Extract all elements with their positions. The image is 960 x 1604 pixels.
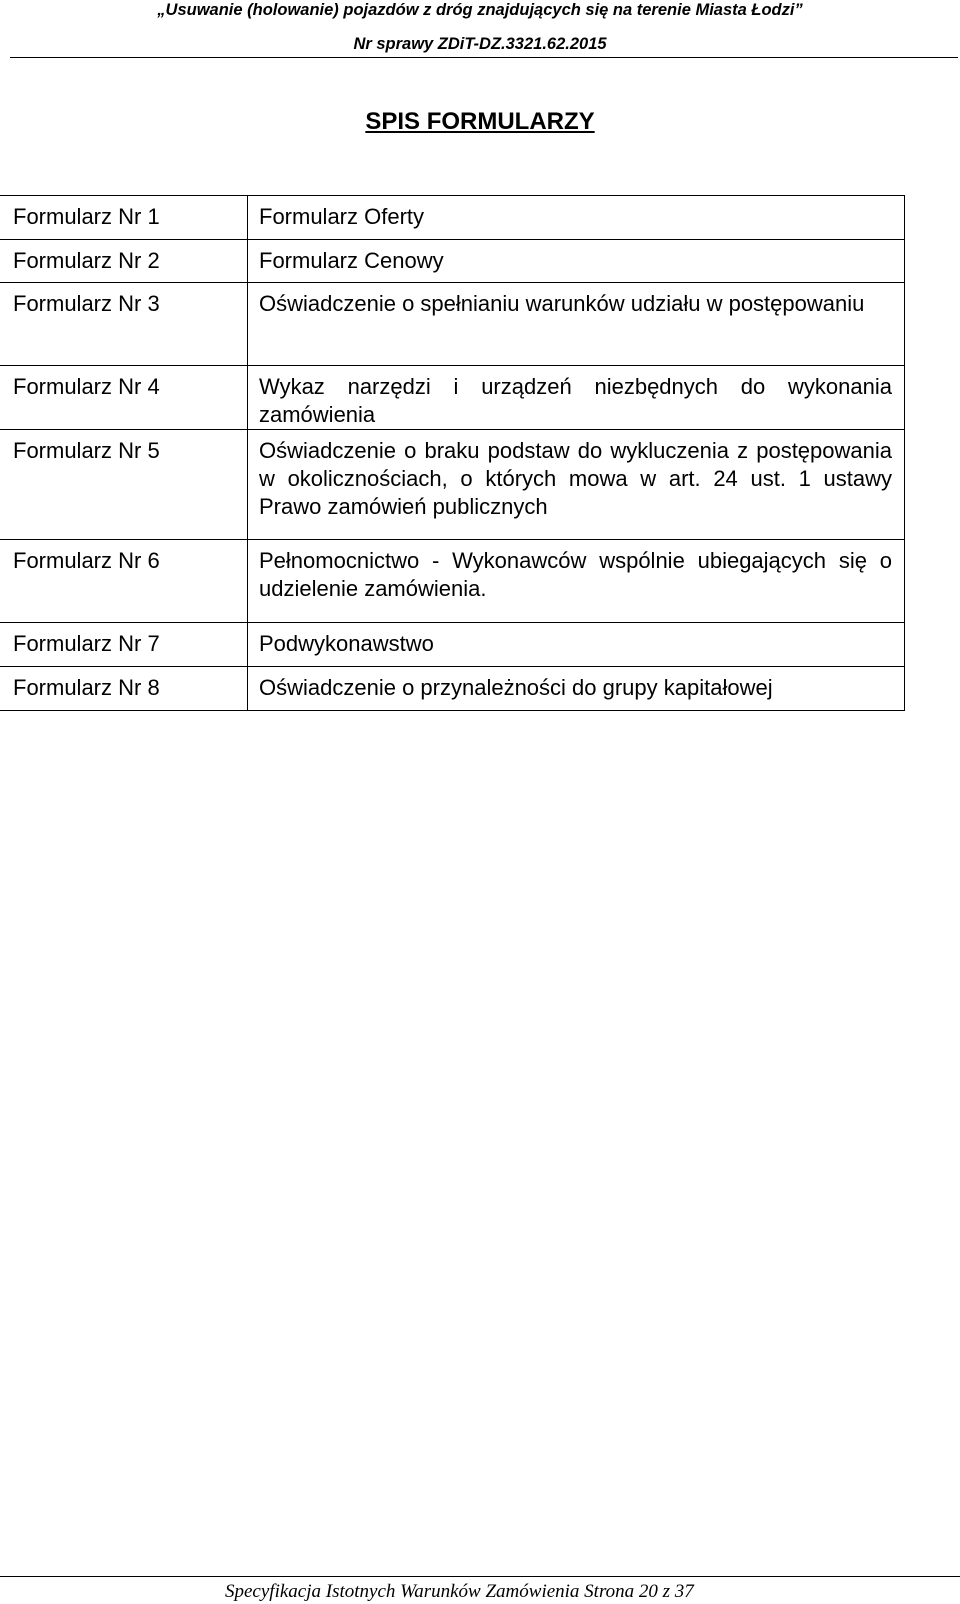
form-number: Formularz Nr 1 [1,196,248,240]
form-name [248,430,905,540]
forms-table [0,195,905,711]
header-subject: „Usuwanie (holowanie) pojazdów z dróg znajdujących się na terenie Miasta Łodzi” [157,1,803,19]
footer-divider [0,1576,960,1577]
form-name: Formularz Oferty [248,196,905,240]
table-row [1,623,905,667]
table-row [1,430,905,540]
form-name-text: Wykaz narzędzi i urządzeń niezbędnych do wykonania zamówienia [259,374,892,427]
form-number: Formularz Nr 3 [1,283,248,366]
table-row [1,196,905,240]
form-name-text: Oświadczenie o spełnianiu warunków udziału w postępowaniu [259,291,865,316]
form-name [248,366,905,430]
table-row [1,667,905,711]
form-name: Oświadczenie o przynależności do grupy kapitałowej [248,667,905,711]
form-name: Formularz Cenowy [248,240,905,283]
table-row [1,240,905,283]
table-row [1,283,905,366]
form-number: Formularz Nr 6 [1,540,248,623]
form-number: Formularz Nr 2 [1,240,248,283]
form-name: Podwykonawstwo [248,623,905,667]
table-row [1,540,905,623]
header-case-number: Nr sprawy ZDiT-DZ.3321.62.2015 [353,35,607,53]
form-number: Formularz Nr 7 [1,623,248,667]
form-number: Formularz Nr 8 [1,667,248,711]
form-number: Formularz Nr 5 [1,430,248,540]
form-name-text: Oświadczenie o braku podstaw do wykluczenia z postępowania w okolicznościach, o których mowa w art. 24 ust. 1 ustawy Prawo zamówień publicznych [259,438,892,519]
form-name [248,283,905,366]
form-name [248,540,905,623]
form-number: Formularz Nr 4 [1,366,248,430]
form-name-text: Pełnomocnictwo - Wykonawców wspólnie ubiegających się o udzielenie zamówienia. [259,548,892,601]
header-divider [10,57,958,58]
table-row [1,366,905,430]
page-footer: Specyfikacja Istotnych Warunków Zamówienia Strona 20 z 37 [225,1581,694,1602]
page-title: SPIS FORMULARZY [365,108,595,135]
